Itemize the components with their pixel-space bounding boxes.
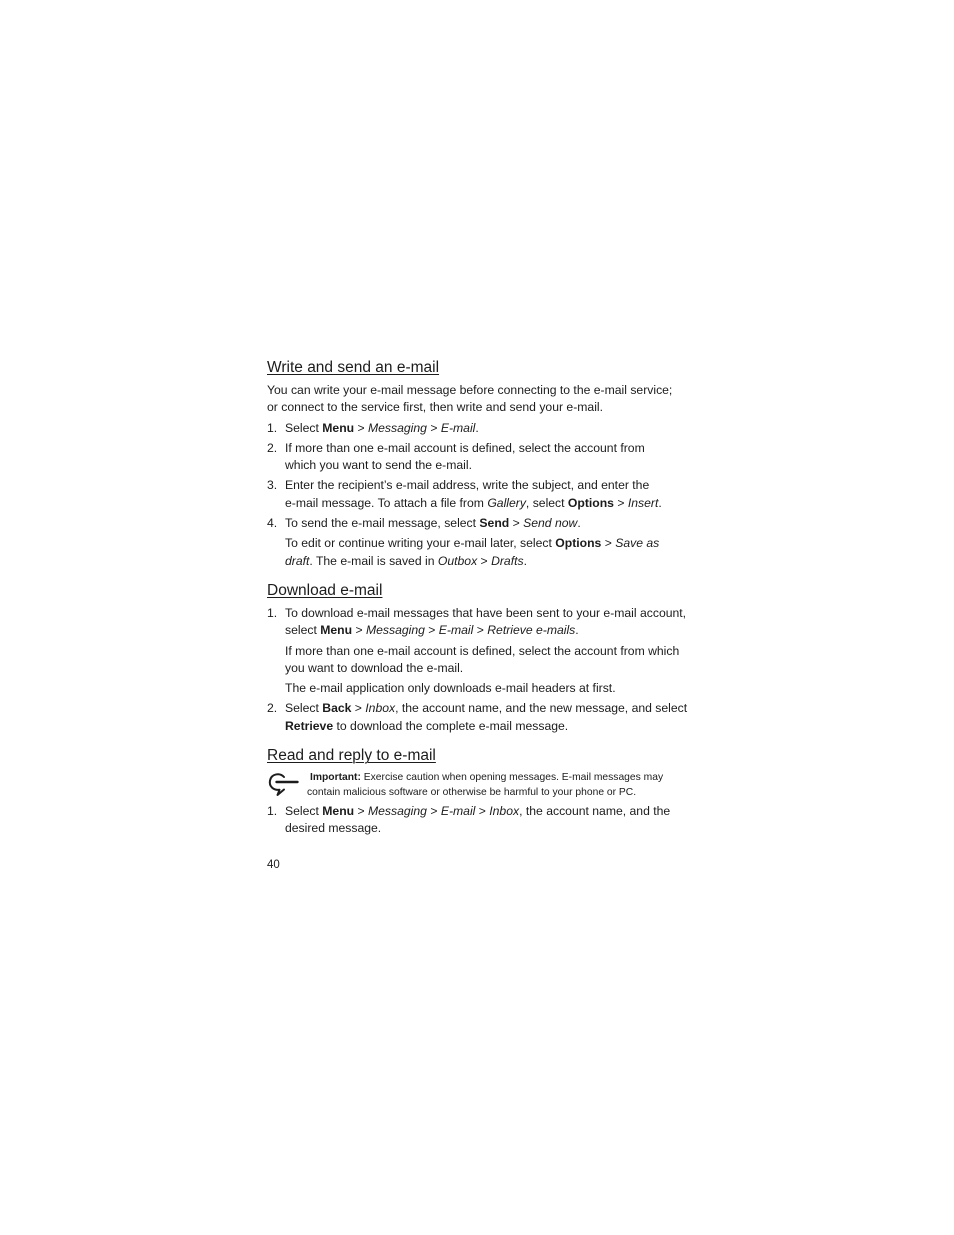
text-run: e-mail message. To attach a file from	[285, 495, 488, 510]
text-run: .	[523, 553, 527, 568]
text-run: Select	[285, 420, 323, 435]
text-line	[267, 399, 707, 416]
step-number: 2.	[267, 440, 278, 455]
text-line	[285, 605, 686, 622]
text-run: >	[354, 804, 368, 819]
text-run: Select	[285, 701, 323, 716]
text-run: >	[351, 701, 366, 716]
manual-page-content	[267, 358, 707, 838]
section-heading: Write and send an e-mail	[267, 359, 440, 376]
step-text	[285, 605, 686, 640]
italic-menu-term: E-mail	[438, 623, 474, 638]
text-line	[267, 382, 707, 399]
italic-menu-term: Gallery	[487, 495, 526, 510]
text-line	[285, 515, 581, 532]
text-run: To download e-mail messages that have been sent to your e-mail account,	[285, 606, 687, 621]
list-step	[267, 605, 707, 640]
text-run: desired message.	[285, 821, 382, 836]
text-run: which you want to send the e-mail.	[285, 458, 472, 473]
text-line	[285, 718, 687, 735]
important-icon	[267, 771, 299, 797]
section-heading: Read and reply to e-mail	[267, 747, 436, 765]
text-run: . The e-mail is saved in	[309, 553, 438, 568]
bold-command-term: Menu	[322, 420, 355, 435]
bold-command-term: Retrieve	[285, 718, 334, 733]
italic-menu-term: E-mail	[440, 804, 476, 819]
italic-menu-term: Insert	[627, 495, 659, 510]
text-run: .	[575, 623, 579, 638]
text-line	[285, 820, 670, 837]
list-step	[267, 420, 707, 437]
text-run: >	[352, 623, 366, 638]
list-step	[267, 440, 707, 475]
text-line	[285, 680, 707, 697]
text-run: select	[285, 623, 321, 638]
step-text	[285, 700, 687, 735]
text-line	[307, 785, 707, 800]
italic-menu-term: Retrieve e-mails	[487, 623, 576, 638]
step-number: 3.	[267, 478, 278, 493]
text-run: >	[473, 623, 488, 638]
text-run: >	[475, 804, 490, 819]
text-run: .	[577, 516, 581, 531]
text-run: >	[509, 516, 524, 531]
bold-command-term: Send	[479, 516, 510, 531]
list-step	[267, 700, 707, 735]
page-number: 40	[267, 859, 280, 871]
step-text	[285, 477, 662, 512]
step-number: 2.	[267, 701, 278, 716]
text-line	[285, 457, 645, 474]
text-run: >	[601, 536, 616, 551]
bold-command-term: Menu	[320, 623, 353, 638]
text-run: you want to download the e-mail.	[285, 661, 464, 676]
text-run: , select	[525, 495, 568, 510]
text-run: If more than one e-mail account is defined, select the account from which	[285, 643, 680, 658]
italic-menu-term: Outbox	[437, 553, 478, 568]
section-download-email	[267, 581, 707, 735]
italic-menu-term: E-mail	[440, 420, 476, 435]
step-number: 1.	[267, 606, 278, 621]
italic-menu-term: Messaging	[365, 623, 425, 638]
text-run: Exercise caution when opening messages. E-mail messages may	[360, 772, 664, 784]
text-run: >	[477, 553, 492, 568]
text-line	[285, 495, 662, 512]
italic-menu-term: Inbox	[365, 701, 396, 716]
text-run: To edit or continue writing your e-mail later, select	[285, 536, 556, 551]
text-run: If more than one e-mail account is defined, select the account from	[285, 440, 645, 455]
text-line	[285, 420, 479, 437]
bold-command-term: Options	[567, 495, 614, 510]
bold-command-term: Important:	[310, 772, 361, 784]
text-run: to download the complete e-mail message.	[333, 718, 569, 733]
list-step	[267, 477, 707, 512]
list-step	[267, 515, 707, 532]
section-read-and-reply-email	[267, 746, 707, 838]
text-line	[285, 440, 645, 457]
step-note-paragraph	[267, 535, 707, 570]
step-text	[285, 515, 581, 532]
text-run: >	[426, 420, 441, 435]
step-note-paragraph	[267, 643, 707, 678]
step-text	[285, 440, 645, 475]
text-run: or connect to the service first, then write and send your e-mail.	[267, 400, 603, 415]
italic-menu-term: Save as	[615, 536, 660, 551]
italic-menu-term: Inbox	[489, 804, 520, 819]
italic-menu-term: draft	[285, 553, 310, 568]
text-run: >	[426, 804, 441, 819]
important-note-text	[307, 770, 707, 800]
text-run: To send the e-mail message, select	[285, 516, 480, 531]
text-line	[285, 477, 662, 494]
text-run: contain malicious software or otherwise be harmful to your phone or PC.	[307, 787, 637, 799]
important-note	[267, 770, 707, 800]
section-heading: Download e-mail	[267, 582, 383, 600]
text-line	[285, 535, 707, 552]
text-run: .	[475, 420, 479, 435]
text-line	[285, 803, 670, 820]
text-run: Enter the recipient’s e-mail address, write the subject, and enter the	[285, 478, 650, 493]
text-line	[285, 660, 707, 677]
text-run: >	[354, 420, 368, 435]
step-text	[285, 803, 670, 838]
text-run: , the account name, and the new message, and select	[395, 701, 688, 716]
italic-menu-term: Messaging	[367, 804, 427, 819]
text-line	[285, 553, 707, 570]
bold-command-term: Back	[322, 701, 352, 716]
bold-command-term: Options	[555, 536, 602, 551]
step-number: 1.	[267, 804, 278, 819]
italic-menu-term: Send now	[523, 516, 578, 531]
text-line	[285, 700, 687, 717]
text-run: >	[424, 623, 439, 638]
step-note-paragraph	[267, 680, 707, 697]
text-run: You can write your e-mail message before connecting to the e-mail service;	[267, 383, 673, 397]
text-line	[285, 643, 707, 660]
text-line	[285, 622, 686, 639]
section-write-and-send-email	[267, 358, 707, 570]
italic-menu-term: Drafts	[491, 553, 524, 568]
text-line	[307, 770, 707, 785]
italic-menu-term: Messaging	[367, 420, 427, 435]
text-run: .	[658, 495, 662, 510]
step-text	[285, 420, 479, 437]
bold-command-term: Menu	[322, 804, 355, 819]
text-run: >	[613, 495, 628, 510]
step-number: 1.	[267, 420, 278, 435]
list-step	[267, 803, 707, 838]
text-run: The e-mail application only downloads e-mail headers at first.	[285, 681, 616, 696]
text-run: , the account name, and the	[519, 804, 671, 819]
step-number: 4.	[267, 516, 278, 531]
intro-paragraph	[267, 382, 707, 417]
text-run: Select	[285, 804, 323, 819]
